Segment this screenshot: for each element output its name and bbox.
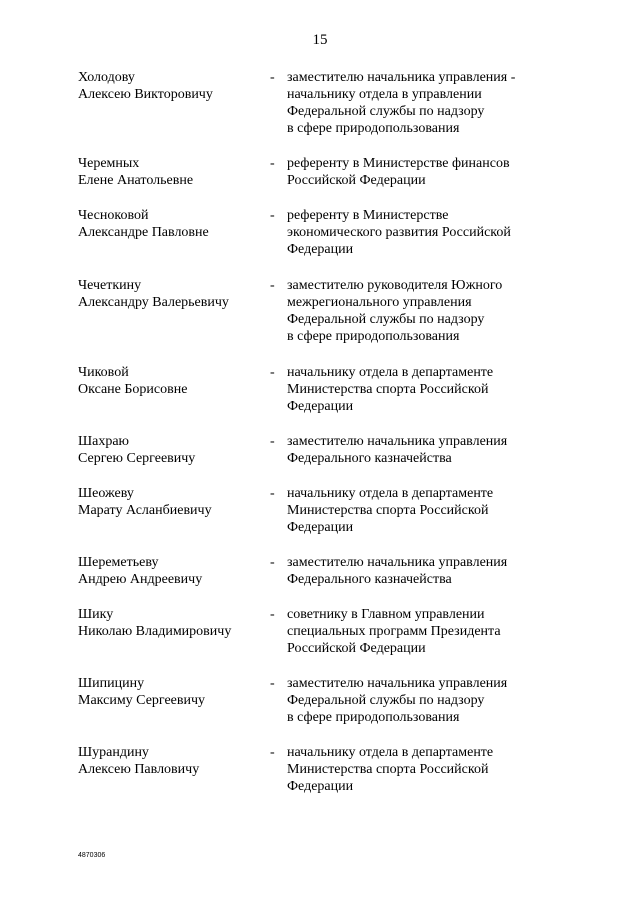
position-title-line: экономического развития Российской bbox=[287, 225, 511, 240]
position-title-line: Федерального казначейства bbox=[287, 572, 452, 587]
position-title-line: Министерства спорта Российской bbox=[287, 503, 489, 518]
person-name-line: Алексею Павловичу bbox=[78, 762, 200, 777]
person-name bbox=[78, 207, 258, 241]
person-name-line: Черемных bbox=[78, 156, 140, 171]
position-title-line: заместителю начальника управления - bbox=[287, 70, 516, 85]
person-name-line: Чечеткину bbox=[78, 278, 142, 293]
separator-dash: - bbox=[270, 208, 275, 223]
position-title-line: специальных программ Президента bbox=[287, 624, 501, 639]
person-name-line: Холодову bbox=[78, 70, 135, 85]
position-title-line: заместителю начальника управления bbox=[287, 434, 508, 449]
person-name-line: Николаю Владимировичу bbox=[78, 624, 232, 639]
position-title-line: Федеральной службы по надзору bbox=[287, 693, 485, 708]
position-title bbox=[287, 485, 547, 536]
person-name bbox=[78, 744, 258, 778]
page-number: 15 bbox=[312, 32, 328, 48]
person-name bbox=[78, 69, 258, 103]
position-title-line: заместителю начальника управления bbox=[287, 676, 508, 691]
person-name-line: Шурандину bbox=[78, 745, 149, 760]
position-title-line: референту в Министерстве финансов bbox=[287, 156, 510, 171]
document-code: 4870306 bbox=[78, 852, 106, 859]
position-title-line: Федерации bbox=[287, 242, 354, 257]
person-name-line: Александре Павловне bbox=[78, 225, 209, 240]
position-title bbox=[287, 675, 547, 726]
person-name-line: Чесноковой bbox=[78, 208, 149, 223]
person-name-line: Андрею Андреевичу bbox=[78, 572, 203, 587]
person-name-line: Шереметьеву bbox=[78, 555, 159, 570]
position-title bbox=[287, 277, 547, 345]
separator-dash: - bbox=[270, 156, 275, 171]
position-title bbox=[287, 433, 547, 467]
person-name-line: Максиму Сергеевичу bbox=[78, 693, 206, 708]
person-name-line: Шипицину bbox=[78, 676, 145, 691]
position-title-line: начальнику отдела в департаменте bbox=[287, 365, 494, 380]
person-name-line: Оксане Борисовне bbox=[78, 382, 188, 397]
position-title-line: Министерства спорта Российской bbox=[287, 382, 489, 397]
person-name bbox=[78, 485, 258, 519]
position-title bbox=[287, 364, 547, 415]
position-title-line: Федерального казначейства bbox=[287, 451, 452, 466]
position-title bbox=[287, 744, 547, 795]
position-title bbox=[287, 69, 547, 137]
person-name bbox=[78, 554, 258, 588]
position-title-line: межрегионального управления bbox=[287, 295, 472, 310]
person-name-line: Шеожеву bbox=[78, 486, 134, 501]
position-title bbox=[287, 207, 547, 258]
separator-dash: - bbox=[270, 555, 275, 570]
position-title-line: в сфере природопользования bbox=[287, 121, 460, 136]
position-title-line: начальнику отдела в департаменте bbox=[287, 745, 494, 760]
position-title bbox=[287, 606, 547, 657]
position-title bbox=[287, 155, 547, 189]
position-title-line: в сфере природопользования bbox=[287, 329, 460, 344]
person-name-line: Александру Валерьевичу bbox=[78, 295, 229, 310]
person-name-line: Шику bbox=[78, 607, 114, 622]
position-title-line: заместителю руководителя Южного bbox=[287, 278, 503, 293]
person-name-line: Сергею Сергеевичу bbox=[78, 451, 196, 466]
position-title-line: Российской Федерации bbox=[287, 641, 426, 656]
separator-dash: - bbox=[270, 365, 275, 380]
position-title-line: Федеральной службы по надзору bbox=[287, 312, 485, 327]
separator-dash: - bbox=[270, 745, 275, 760]
position-title-line: заместителю начальника управления bbox=[287, 555, 508, 570]
person-name-line: Шахраю bbox=[78, 434, 130, 449]
position-title-line: советнику в Главном управлении bbox=[287, 607, 485, 622]
person-name-line: Елене Анатольевне bbox=[78, 173, 194, 188]
position-title-line: Министерства спорта Российской bbox=[287, 762, 489, 777]
position-title bbox=[287, 554, 547, 588]
separator-dash: - bbox=[270, 278, 275, 293]
person-name bbox=[78, 433, 258, 467]
person-name-line: Марату Асланбиевичу bbox=[78, 503, 212, 518]
separator-dash: - bbox=[270, 486, 275, 501]
separator-dash: - bbox=[270, 434, 275, 449]
position-title-line: Федерации bbox=[287, 520, 354, 535]
position-title-line: Федерации bbox=[287, 399, 354, 414]
separator-dash: - bbox=[270, 676, 275, 691]
person-name-line: Чиковой bbox=[78, 365, 129, 380]
separator-dash: - bbox=[270, 607, 275, 622]
person-name-line: Алексею Викторовичу bbox=[78, 87, 213, 102]
person-name bbox=[78, 277, 258, 311]
position-title-line: начальнику отдела в департаменте bbox=[287, 486, 494, 501]
position-title-line: Федерации bbox=[287, 779, 354, 794]
position-title-line: начальнику отдела в управлении bbox=[287, 87, 482, 102]
position-title-line: Федеральной службы по надзору bbox=[287, 104, 485, 119]
person-name bbox=[78, 155, 258, 189]
person-name bbox=[78, 364, 258, 398]
position-title-line: референту в Министерстве bbox=[287, 208, 449, 223]
person-name bbox=[78, 606, 258, 640]
person-name bbox=[78, 675, 258, 709]
position-title-line: Российской Федерации bbox=[287, 173, 426, 188]
position-title-line: в сфере природопользования bbox=[287, 710, 460, 725]
separator-dash: - bbox=[270, 70, 275, 85]
